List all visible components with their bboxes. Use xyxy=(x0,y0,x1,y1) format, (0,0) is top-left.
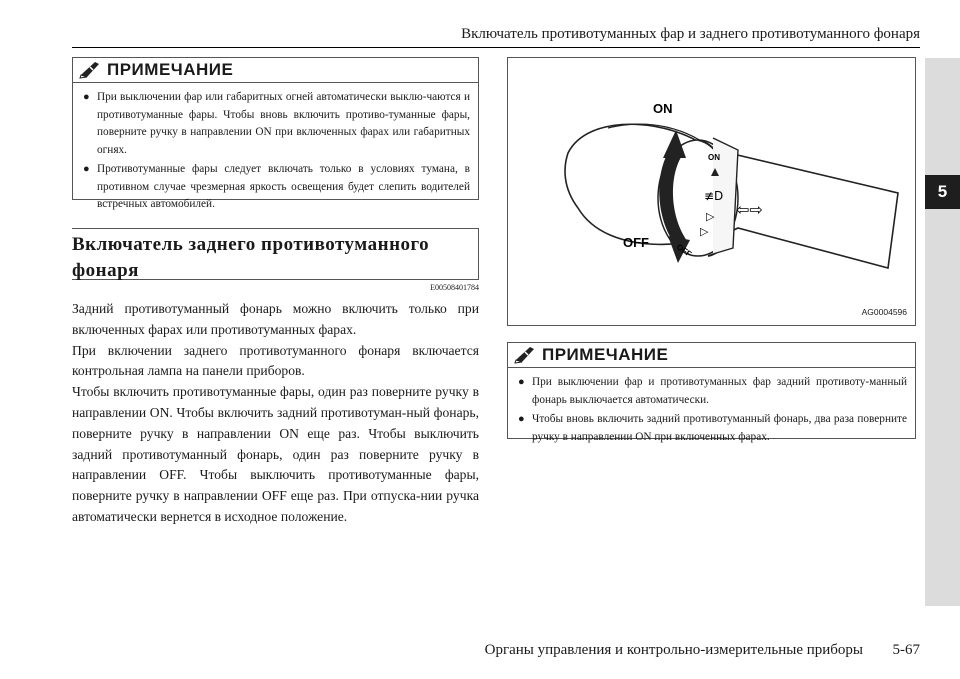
bullet-icon: ● xyxy=(83,91,90,103)
off-label: OFF xyxy=(623,235,649,250)
fog-lamp-icon: ≢D xyxy=(704,189,724,203)
note-title: ПРИМЕЧАНИЕ xyxy=(542,345,669,364)
page-number: 5-67 xyxy=(892,642,920,658)
note-box-right xyxy=(507,342,916,443)
triangle-marker-icon-2: ▷ xyxy=(700,225,709,238)
figure-code: AG0004596 xyxy=(861,307,907,317)
double-arrow-icon: ⇦⇨ xyxy=(736,200,763,219)
section-title: Включатель заднего противотуманного фонаря xyxy=(72,234,430,281)
fog-switch-illustration xyxy=(507,57,916,326)
note-header xyxy=(73,58,478,83)
running-header: Включатель противотуманных фар и заднего противотуманного фонаря xyxy=(461,26,920,42)
note-title: ПРИМЕЧАНИЕ xyxy=(107,60,234,79)
note-item: ● Чтобы вновь включить задний противотуманный фонарь, два раза поверните ручку в направлении ON при включенных фарах. xyxy=(518,413,907,443)
paragraph: Задний противотуманный фонарь можно включить только при включенных фарах или противотуманных фарах. xyxy=(72,301,479,337)
bullet-icon: ● xyxy=(518,376,525,388)
lever-drawing xyxy=(508,58,915,325)
note-item: ● Противотуманные фары следует включать только в условиях тумана, в противном случае чрезмерная яркость освещения будет слепить водителей встречных автомобилей. xyxy=(83,163,470,210)
note-item: ● При выключении фар и противотуманных фар задний противоту-манный фонарь выключается автоматически. xyxy=(518,376,907,406)
triangle-marker-icon: ▷ xyxy=(706,210,715,223)
bullet-icon: ● xyxy=(518,413,525,425)
footer-section-title: Органы управления и контрольно-измерительные приборы xyxy=(484,642,863,658)
chapter-side-tab xyxy=(925,58,960,606)
section-code: E00508401784 xyxy=(430,283,479,292)
running-footer xyxy=(380,642,920,659)
paragraph: При включении заднего противотуманного фонаря включается контрольная лампа на панели приборов. xyxy=(72,342,479,379)
note-item: ● При выключении фар или габаритных огней автоматически выклю-чаются и противотуманные фары. Чтобы вновь включить противо-туманные фары, поверните ручку в направлении ON при включенных фарах или габаритных огнях. xyxy=(83,91,470,156)
body-text xyxy=(72,299,479,528)
bullet-icon: ● xyxy=(83,163,90,175)
note-list xyxy=(508,368,915,456)
note-header xyxy=(508,343,915,368)
ring-on-label: ON xyxy=(708,153,720,162)
chapter-number-badge: 5 xyxy=(925,175,960,209)
note-box-left xyxy=(72,57,479,210)
on-label: ON xyxy=(653,101,673,116)
paragraph: Чтобы включить противотуманные фары, один раз поверните ручку в направлении ON. Чтобы включить задний противотуман-ный фонарь, поверните ручку в направлении ON еще раз. Чтобы выключить задний противотуманный фонарь, один раз поверните ручку в направлении OFF. Чтобы выключить противотуманные фары, поверните ручку в направлении OFF еще раз. При отпуска-нии ручка автоматически вернется в исходное положение. xyxy=(72,384,479,524)
note-pencil-icon xyxy=(79,61,101,79)
note-pencil-icon xyxy=(514,346,536,364)
ring-off-label: OFF xyxy=(674,242,694,259)
header-divider xyxy=(72,47,920,48)
note-list xyxy=(73,83,478,224)
